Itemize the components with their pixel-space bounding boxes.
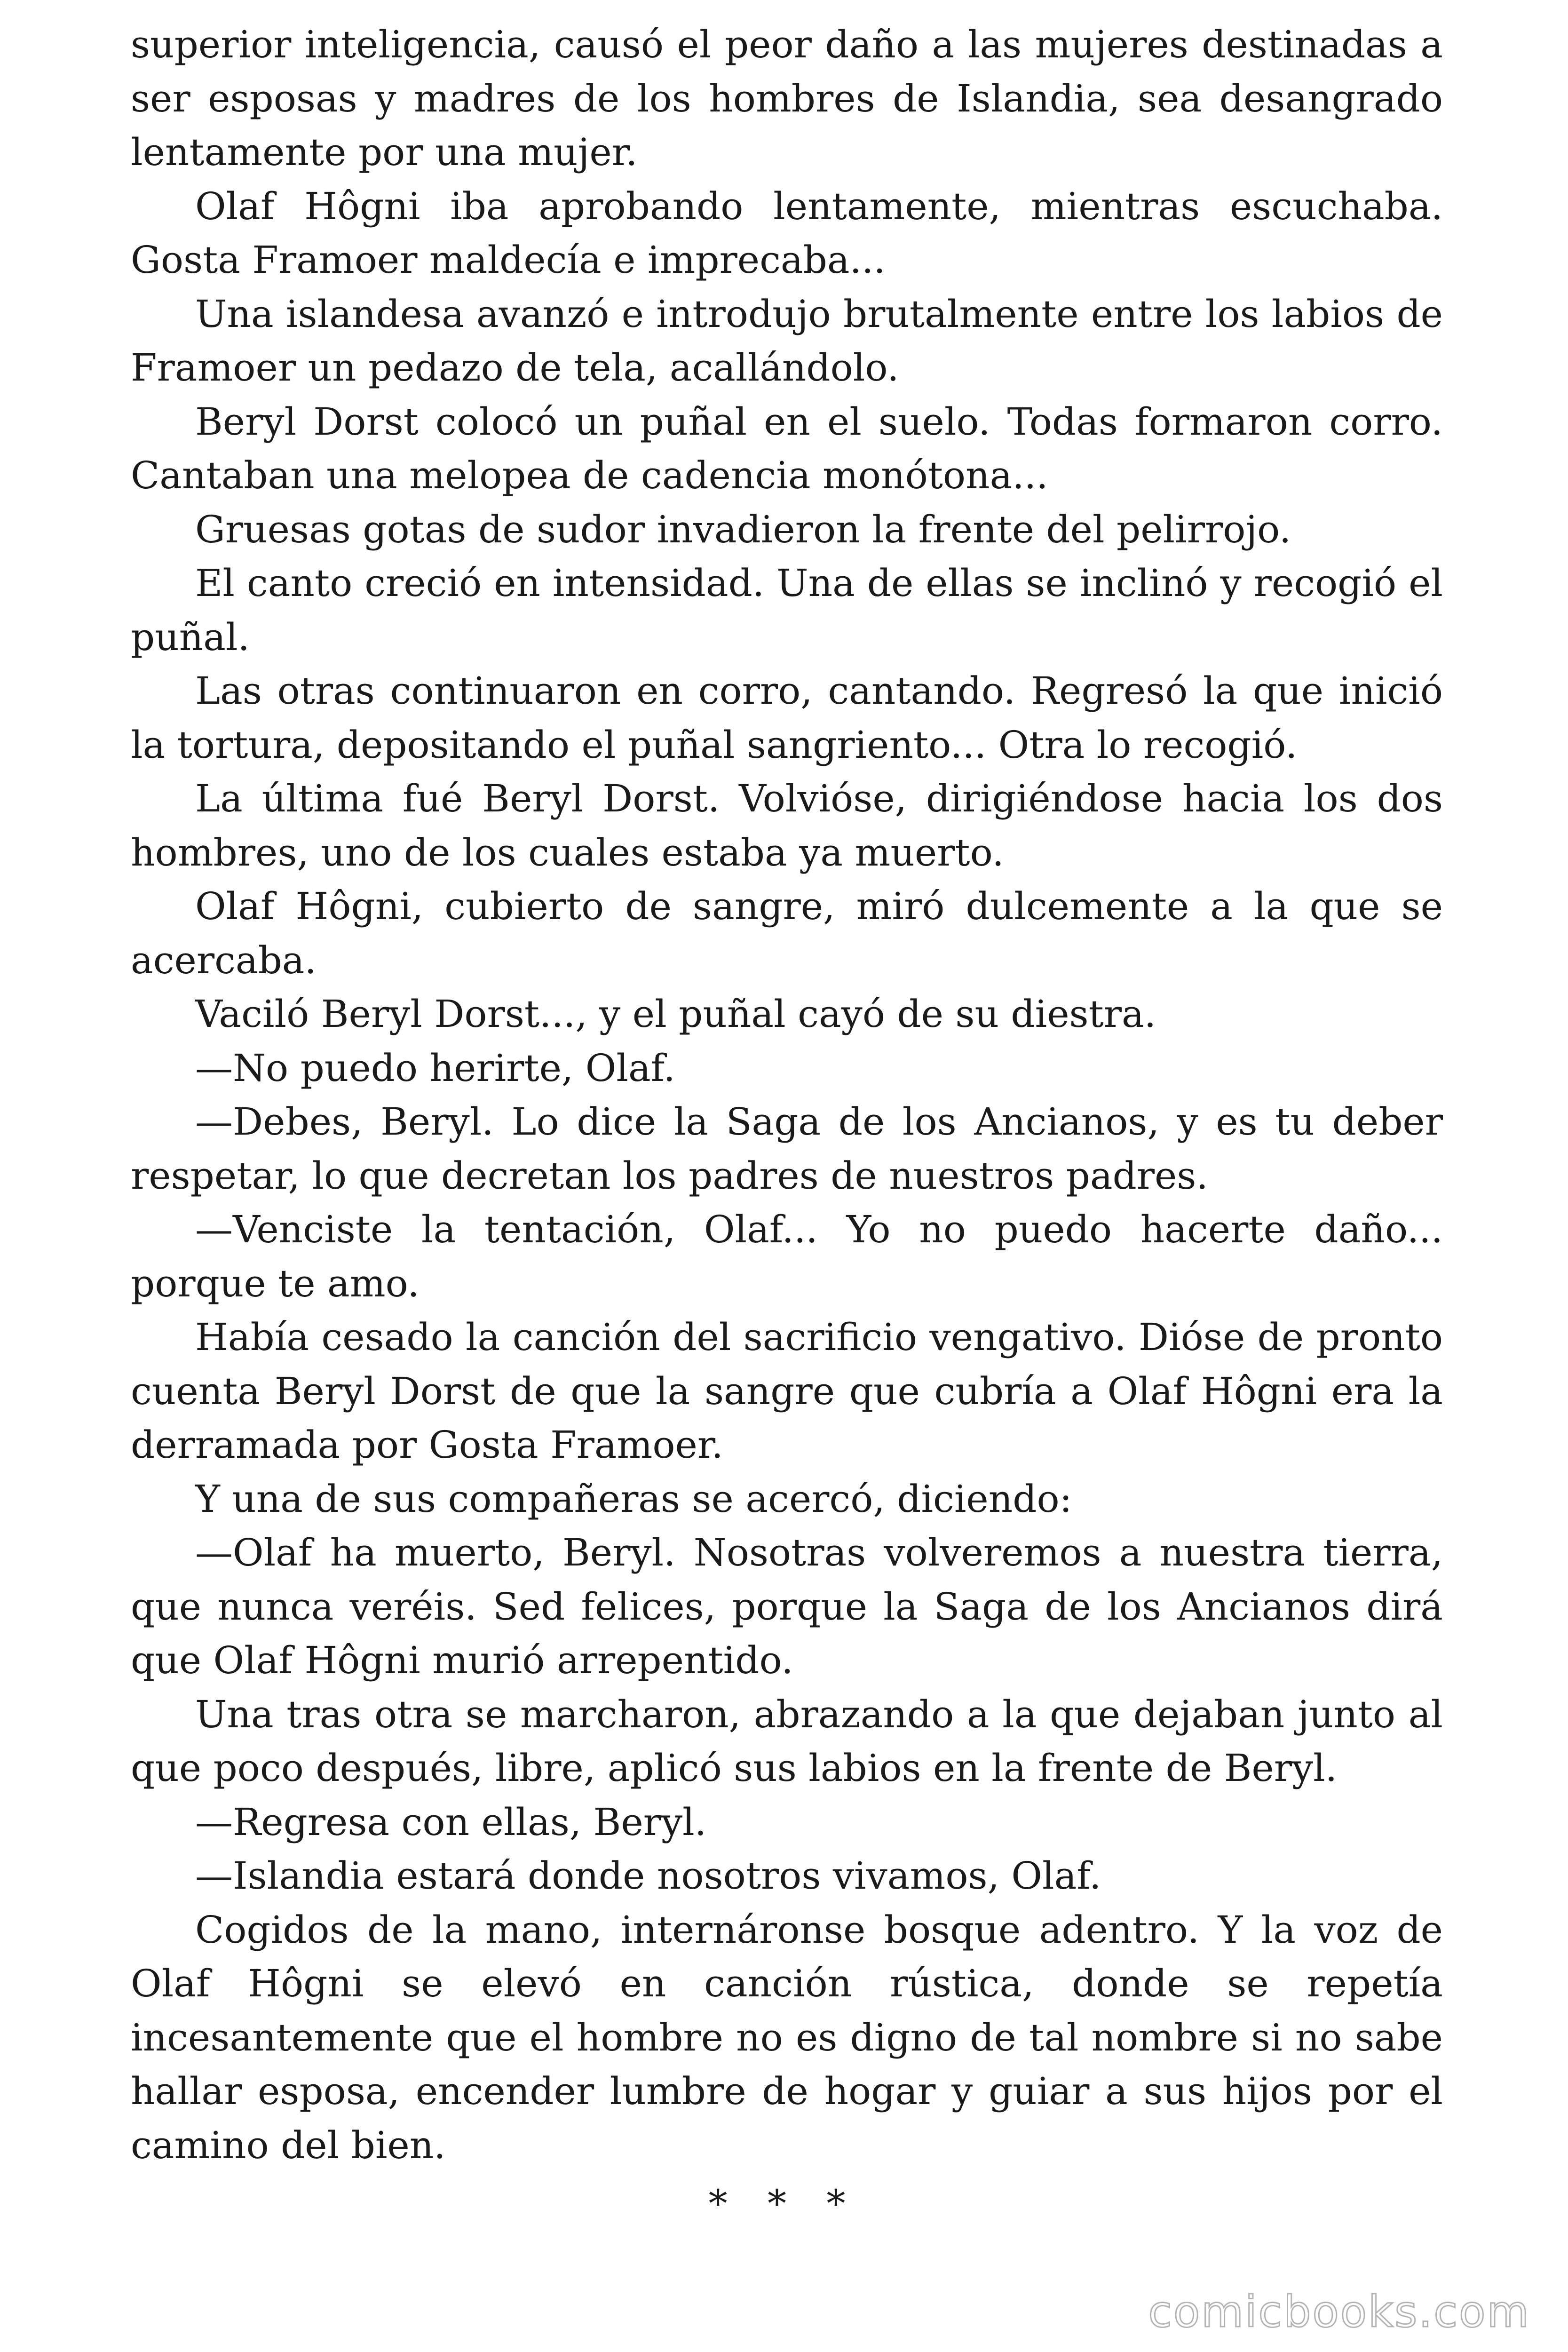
paragraph: Una islandesa avanzó e introdujo brutalmente entre los labios de Framoer un pedazo de tela, acallándolo. bbox=[131, 292, 1443, 389]
paragraph: Vaciló Beryl Dorst..., y el puñal cayó de su diestra. bbox=[195, 992, 1156, 1036]
paragraph: Había cesado la canción del sacrificio vengativo. Dióse de pronto cuenta Beryl Dorst de que la sangre que cubría a Olaf Hôgni era la derramada por Gosta Framoer. bbox=[131, 1315, 1443, 1467]
section-separator: * * * bbox=[708, 2182, 860, 2225]
watermark-logo: comicbooks.com bbox=[1148, 2287, 1530, 2337]
dialogue-line: —Regresa con ellas, Beryl. bbox=[195, 1800, 707, 1844]
paragraph: Gruesas gotas de sudor invadieron la frente del pelirrojo. bbox=[195, 507, 1291, 551]
paragraph: Olaf Hôgni iba aprobando lentamente, mientras escuchaba. Gosta Framoer maldecía e imprecaba... bbox=[131, 184, 1443, 282]
paragraph: Una tras otra se marcharon, abrazando a la que dejaban junto al que poco después, libre, aplicó sus labios en la frente de Beryl. bbox=[131, 1692, 1443, 1790]
dialogue-line: —Debes, Beryl. Lo dice la Saga de los Ancianos, y es tu deber respetar, lo que decretan los padres de nuestros padres. bbox=[131, 1100, 1443, 1198]
dialogue-line: —Venciste la tentación, Olaf... Yo no puedo hacerte daño... porque te amo. bbox=[131, 1208, 1443, 1305]
dialogue-line: —No puedo herirte, Olaf. bbox=[195, 1046, 675, 1090]
dialogue-line: —Olaf ha muerto, Beryl. Nosotras volveremos a nuestra tierra, que nunca veréis. Sed felices, porque la Saga de los Ancianos dirá que Olaf Hôgni murió arrepentido. bbox=[131, 1531, 1443, 1682]
book-page-text bbox=[131, 18, 1443, 2172]
paragraph: El canto creció en intensidad. Una de ellas se inclinó y recogió el puñal. bbox=[131, 561, 1443, 659]
paragraph: Cogidos de la mano, internáronse bosque adentro. Y la voz de Olaf Hôgni se elevó en canción rústica, donde se repetía incesantemente que el hombre no es digno de tal nombre si no sabe hallar esposa, encender lumbre de hogar y guiar a sus hijos por el camino del bien. bbox=[131, 1907, 1443, 2167]
paragraph: Las otras continuaron en corro, cantando. Regresó la que inició la tortura, depositando el puñal sangriento... Otra lo recogió. bbox=[131, 669, 1443, 767]
dialogue-line: —Islandia estará donde nosotros vivamos, Olaf. bbox=[195, 1854, 1101, 1898]
paragraph: superior inteligencia, causó el peor daño a las mujeres destinadas a ser esposas y madres de los hombres de Islandia, sea desangrado lentamente por una mujer. bbox=[131, 23, 1443, 174]
paragraph: Beryl Dorst colocó un puñal en el suelo. Todas formaron corro. Cantaban una melopea de cadencia monótona... bbox=[131, 399, 1443, 497]
paragraph: La última fué Beryl Dorst. Volvióse, dirigiéndose hacia los dos hombres, uno de los cuales estaba ya muerto. bbox=[131, 777, 1443, 874]
paragraph: Olaf Hôgni, cubierto de sangre, miró dulcemente a la que se acercaba. bbox=[131, 884, 1443, 982]
paragraph: Y una de sus compañeras se acercó, diciendo: bbox=[195, 1477, 1072, 1521]
